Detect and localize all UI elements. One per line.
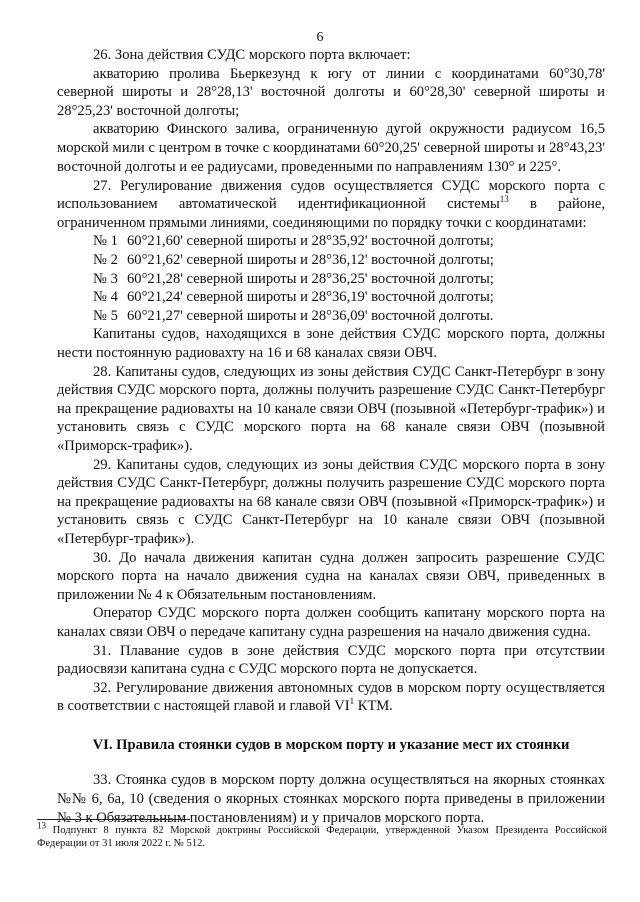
paragraph-27-radio-watch: Капитаны судов, находящихся в зоне действия СУДС морского порта, должны нести постоянную радиовахту на 16 и 68 каналах связи ОВЧ. — [57, 326, 605, 361]
coordinate-point — [57, 251, 605, 270]
footnote — [37, 820, 607, 850]
chapter-superscript: 1 — [349, 696, 355, 707]
coordinate-point — [57, 307, 605, 326]
paragraph-32 — [57, 679, 605, 716]
paragraph-30: 30. До начала движения капитан судна должен запросить разрешение СУДС морского порта на начало движения судна на каналах связи ОВЧ, приведенных в приложении № 4 к Обязательным постановлениям. — [57, 549, 605, 603]
paragraph-26-intro: 26. Зона действия СУДС морского порта включает: — [93, 47, 411, 63]
paragraph-31: 31. Плавание судов в зоне действия СУДС морского порта при отсутствии радиосвязи капитана судна с СУДС морского порта не допускается. — [57, 642, 605, 678]
coordinate-point — [57, 288, 605, 307]
page-number: 6 — [316, 30, 324, 45]
point-number: № 4 — [93, 289, 118, 306]
footnote-text: Подпункт 8 пункта 82 Морской доктрины Российской Федерации, утвержденной Указом Президента Российской Федерации от 31 июля 2022 г. № 512. — [37, 825, 607, 849]
paragraph-27-text-cont: в районе, ограниченном прямыми линиями, соединяющими по порядку точки с координатами: — [57, 196, 605, 231]
paragraph-30-operator: Оператор СУДС морского порта должен сообщить капитану морского порта на каналах связи ОВЧ о передаче капитану судна разрешения на начало движения судна. — [57, 605, 605, 640]
footnote-number: 13 — [37, 820, 46, 831]
coordinate-point — [57, 232, 605, 251]
footnote-separator — [37, 819, 190, 820]
point-coordinates: 60°21,24' северной широты и 28°36,19' восточной долготы; — [127, 289, 494, 306]
point-number: № 2 — [93, 252, 118, 269]
footnote-reference-13[interactable]: 13 — [499, 194, 509, 205]
paragraph-32-text-cont: КТМ. — [354, 698, 393, 715]
section-heading-vi: VI. Правила стоянки судов в морском порту и указание мест их стоянки — [92, 736, 570, 753]
paragraph-28: 28. Капитаны судов, следующих из зоны действия СУДС Санкт-Петербург в зону действия СУДС морского порта, должны получить разрешение СУДС Санкт-Петербург на прекращение радиовахты на 10 канале связи ОВЧ (позывной «Петербург-трафик») и установить связь с СУДС морского порта на 68 канале связи ОВЧ (позывной «Приморск-трафик»). — [57, 363, 605, 454]
coordinate-point — [57, 270, 605, 289]
point-number: № 1 — [93, 233, 118, 250]
point-coordinates: 60°21,60' северной широты и 28°35,92' восточной долготы; — [127, 233, 494, 250]
paragraph-27 — [57, 177, 605, 233]
point-coordinates: 60°21,27' северной широты и 28°36,09' восточной долготы. — [127, 307, 494, 324]
paragraph-29: 29. Капитаны судов, следующих из зоны действия СУДС морского порта в зону действия СУДС Санкт-Петербург, должны получить разрешение СУДС морского порта на прекращение радиовахты на 68 канале связи ОВЧ (позывной «Приморск-трафик») и установить связь с СУДС Санкт-Петербург на 10 канале связи ОВЧ (позывной «Петербург-трафик»). — [57, 456, 605, 547]
point-number: № 5 — [93, 307, 118, 324]
point-coordinates: 60°21,28' северной широты и 28°36,25' восточной долготы; — [127, 270, 494, 287]
paragraph-26-item-a: акваторию пролива Бьеркезунд к югу от линии с координатами 60°30,78' северной широты и 28°28,13' восточной долготы и 60°28,30' северной широты и 28°25,23' восточной долготы; — [57, 65, 605, 119]
point-number: № 3 — [93, 270, 118, 287]
document-body — [57, 46, 605, 827]
coordinate-points-list — [57, 232, 605, 325]
paragraph-32-text: 32. Регулирование движения автономных судов в морском порту осуществляется в соответствии с настоящей главой и главой VI — [57, 679, 605, 715]
paragraph-33: 33. Стоянка судов в морском порту должна осуществляться на якорных стоянках №№ 6, 6а, 10 (сведения о якорных стоянках морского порта приведены в приложении № 3 к Обязательным постановлениям) и у причалов морского порта. — [57, 772, 605, 826]
point-coordinates: 60°21,62' северной широты и 28°36,12' восточной долготы; — [127, 252, 494, 269]
paragraph-26-item-b: акваторию Финского залива, ограниченную дугой окружности радиусом 16,5 морской мили с центром в точке с координатами 60°20,25' северной широты и 28°43,23' восточной долготы и ее радиусами, проведенными по направлениям 130° и 225°. — [57, 121, 605, 175]
paragraph-27-text: 27. Регулирование движения судов осуществляется СУДС морского порта с использованием автоматической идентификационной системы — [57, 177, 605, 213]
